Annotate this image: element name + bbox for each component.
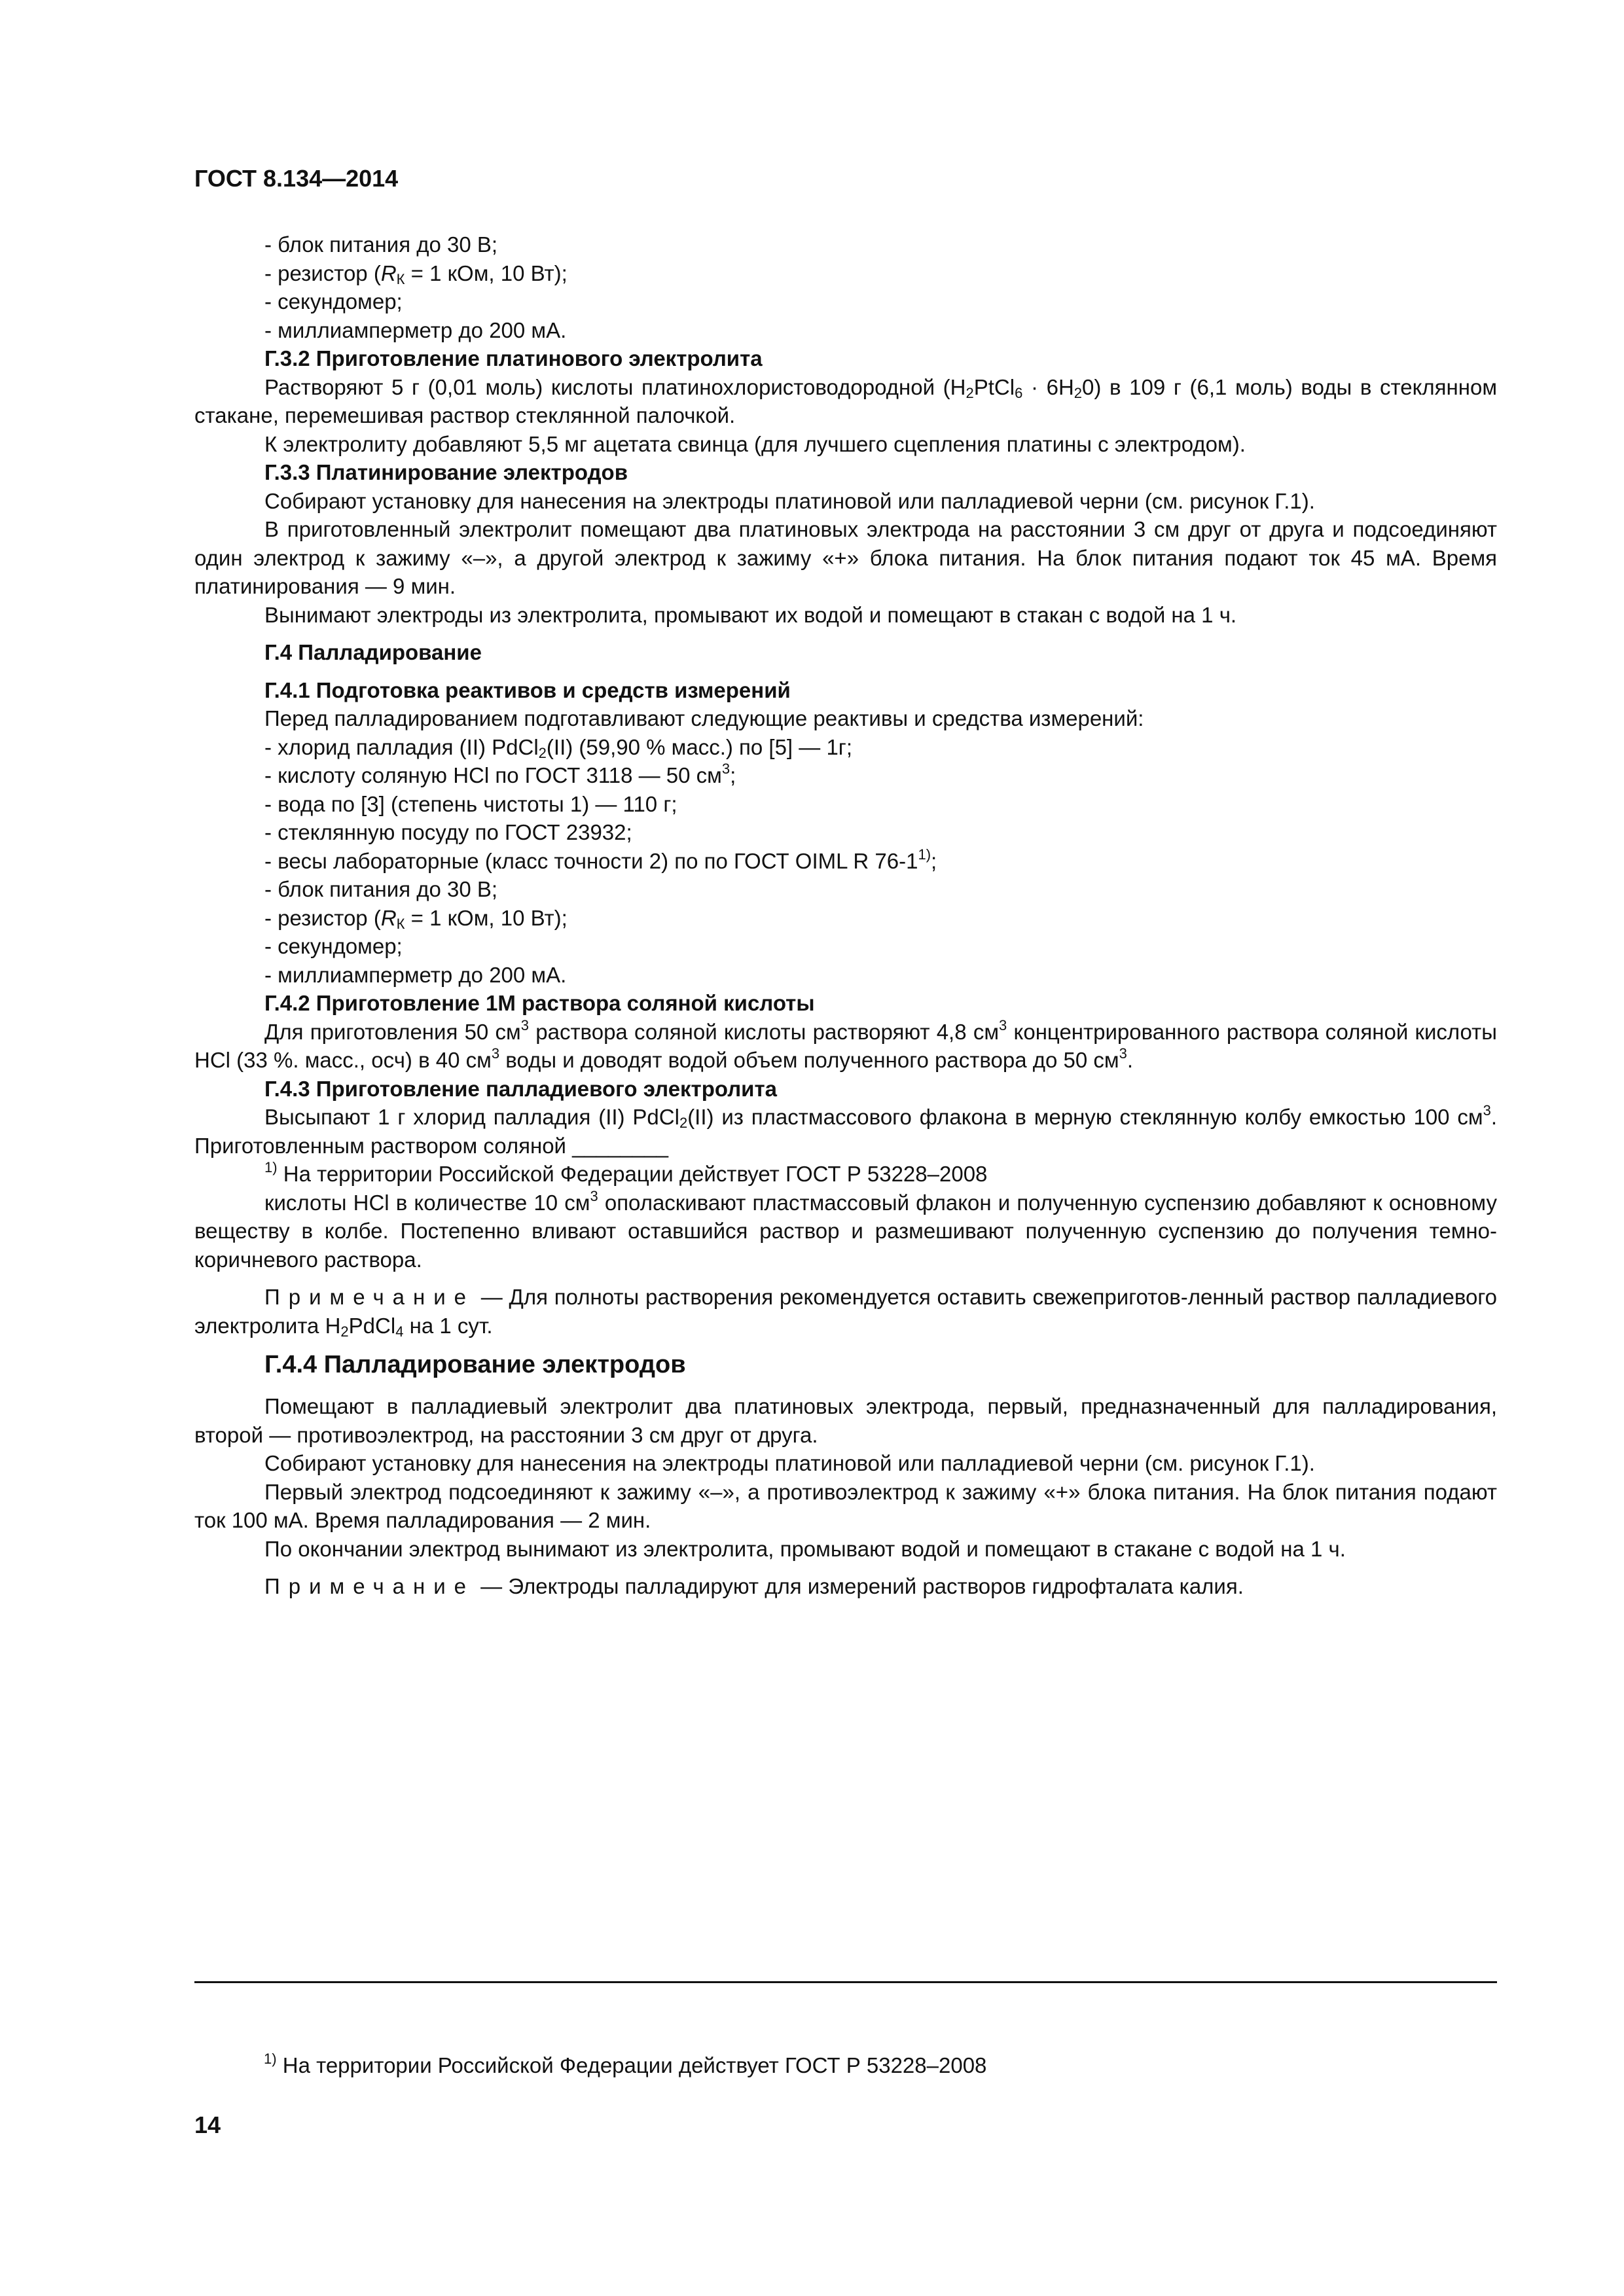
note: Примечание — Для полноты растворения рекомендуется оставить свежеприготов-ленный раствор палладиевого электролита $H_2PdCl_4$ на 1 сут. [194, 1285, 1497, 1340]
paragraph: Высыпают 1 г хлорид палладия (II) PdCl$_2$(II) из пластмассового флакона в мерную стеклянную колбу емкостью 100 $см^3$. Приготовленным раствором соляной ________ [194, 1102, 1498, 1158]
list-item: - кислоту соляную HCl по ГОСТ 3118 — 50 $см^3$; [264, 761, 736, 787]
paragraph: Первый электрод подсоединяют к зажиму «–», а противоэлектрод к зажиму «+» блока питания. На блок питания подают ток 100 мА. Время палладирования — 2 мин. [194, 1479, 1497, 1532]
section-heading-g4: Г.4 Палладирование [264, 640, 482, 664]
list-item: - резистор ($R_К = 1$ кОм, 10 Вт); [264, 905, 568, 932]
page-footnote: $^{1)}$ На территории Российской Федерации действует ГОСТ Р 53228–2008 [264, 2051, 987, 2077]
list-item: - блок питания до 30 В; [264, 877, 498, 901]
section-heading-g33: Г.3.3 Платинирование электродов [264, 460, 628, 484]
document-header: ГОСТ 8.134—2014 [194, 165, 399, 192]
footnote-ref: 1) [918, 846, 931, 863]
section-heading-g43: Г.4.3 Приготовление палладиевого электролита [264, 1076, 777, 1101]
page-body [194, 230, 1497, 1601]
list-item: - миллиамперметр до 200 мА. [264, 962, 567, 987]
list-item: - весы лабораторные (класс точности 2) по по ГОСТ OIML R 76-1$^{1)}$; [264, 846, 937, 873]
note: Примечание — Электроды палладируют для измерений растворов гидрофталата калия. [264, 1574, 1244, 1598]
list-item: - стеклянную посуду по ГОСТ 23932; [264, 820, 632, 844]
list-item: - вода по [3] (степень чистоты 1) — 110 г; [264, 791, 677, 816]
list-item: - миллиамперметр до 200 мА. [264, 317, 567, 342]
list-item: - резистор ($R_К = 1$ кОм, 10 Вт); [264, 260, 568, 287]
footnote-divider [194, 1981, 1497, 1983]
paragraph: Для приготовления 50 $см^3$ раствора соляной кислоты растворяют 4,8 $см^3$ концентрированного раствора соляной кислоты HCl (33 %. масс., осч) в 40 $см^3$ воды и доводят водой объем полученного раствора до 50 $см^3$. [194, 1016, 1498, 1072]
paragraph: К электролиту добавляют 5,5 мг ацетата свинца (для лучшего сцепления платины с электродом). [264, 431, 1246, 456]
list-item: - блок питания до 30 В; [264, 232, 498, 257]
paragraph: В приготовленный электролит помещают два платиновых электрода на расстоянии 3 см друг от друга и подсоединяют один электрод к зажиму «–», а другой электрод к зажиму «+» блока питания. На блок питания подают ток 45 мА. Время платинирования — 9 мин. [194, 517, 1497, 598]
paragraph: кислоты HCl в количестве 10 $см^3$ ополаскивают пластмассовый флакон и полученную суспензию добавляют к основному веществу в колбе. Постепенно вливают оставшийся раствор и размешивают полученную суспензию до получения темно-коричневого раствора. [194, 1187, 1497, 1272]
inline-footnote: $^{1)}$ На территории Российской Федерации действует ГОСТ Р 53228–2008 [264, 1159, 988, 1186]
paragraph: Растворяют 5 г (0,01 моль) кислоты платинохлористоводородной $(H_2PtCl_6 \cdot 6H_20)$ в 109 г (6,1 моль) воды в стеклянном стакане, перемешивая раствор стеклянной палочкой. [194, 374, 1498, 427]
section-heading-g32: Г.3.2 Приготовление платинового электролита [264, 346, 763, 370]
section-heading-g42: Г.4.2 Приготовление 1М раствора соляной кислоты [264, 991, 815, 1015]
list-item: - секундомер; [264, 934, 403, 958]
section-heading-g44: Г.4.4 Палладирование электродов [264, 1351, 686, 1378]
list-item: - секундомер; [264, 289, 403, 314]
paragraph: Вынимают электроды из электролита, промывают их водой и помещают в стакан с водой на 1 ч. [264, 602, 1237, 627]
paragraph: Собирают установку для нанесения на электроды платиновой или палладиевой черни (см. рисунок Г.1). [264, 1451, 1315, 1475]
page-number: 14 [194, 2111, 221, 2138]
paragraph: Помещают в палладиевый электролит два платиновых электрода, первый, предназначенный для палладирования, второй — противоэлектрод, на расстоянии 3 см друг от друга. [194, 1394, 1497, 1447]
paragraph: По окончании электрод вынимают из электролита, промывают водой и помещают в стакане с водой на 1 ч. [264, 1536, 1346, 1561]
list-item: - хлорид палладия (II) PdCl$_2$(II) (59,90 % масс.) по [5] — 1г; [264, 734, 852, 761]
section-heading-g41: Г.4.1 Подготовка реактивов и средств измерений [264, 677, 791, 702]
paragraph: Собирают установку для нанесения на электроды платиновой или палладиевой черни (см. рисунок Г.1). [264, 488, 1315, 513]
paragraph: Перед палладированием подготавливают следующие реактивы и средства измерений: [264, 706, 1144, 730]
